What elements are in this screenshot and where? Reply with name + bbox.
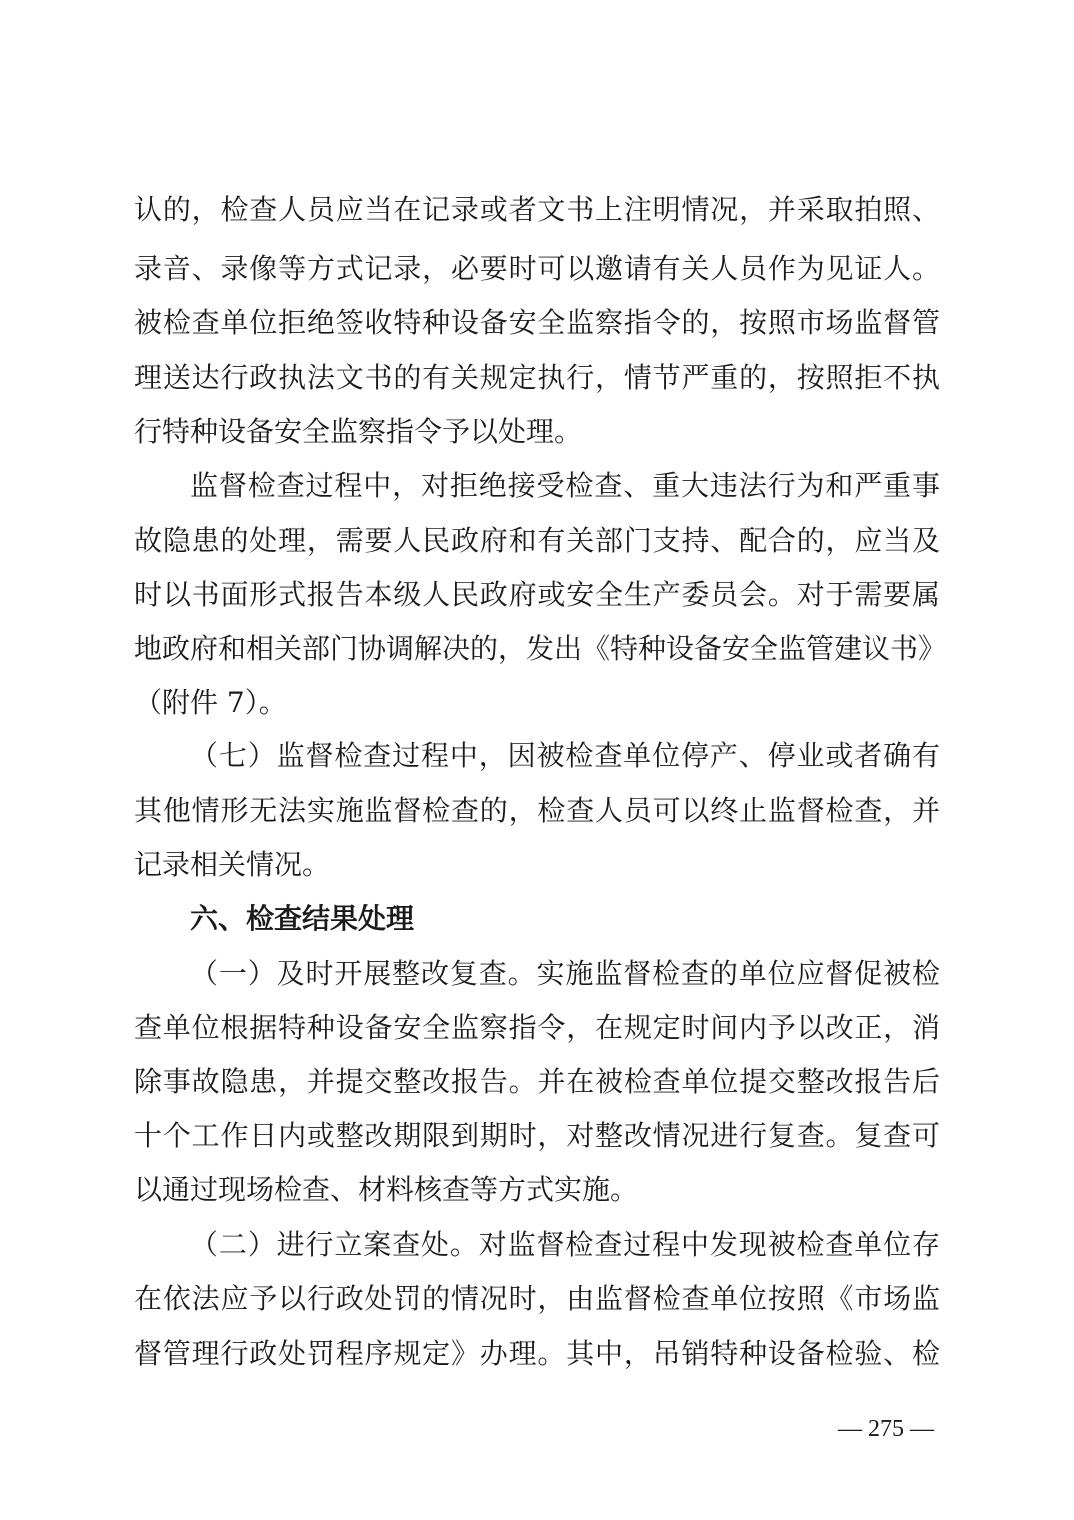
body-text-line: 故隐患的处理，需要人民政府和有关部门支持、配合的，应当及 (134, 524, 940, 557)
body-text-line: 查单位根据特种设备安全监察指令，在规定时间内予以改正，消 (134, 1011, 940, 1044)
body-text-line: 行特种设备安全监察指令予以处理。 (134, 415, 583, 448)
body-text-line: 地政府和相关部门协调解决的，发出《特种设备安全监管建议书》 (134, 632, 947, 665)
body-text-line: 理送达行政执法文书的有关规定执行，情节严重的，按照拒不执 (134, 361, 940, 394)
body-text-line: 监督检查过程中，对拒绝接受检查、重大违法行为和严重事 (190, 469, 940, 502)
body-text-line: 录音、录像等方式记录，必要时可以邀请有关人员作为见证人。 (134, 252, 940, 285)
body-text-line: 被检查单位拒绝签收特种设备安全监察指令的，按照市场监督管 (134, 306, 940, 339)
page-number: — 275 — (838, 1416, 934, 1442)
body-text-line: 时以书面形式报告本级人民政府或安全生产委员会。对于需要属 (134, 578, 940, 611)
section-heading: 六、检查结果处理 (190, 902, 415, 935)
body-text-line: 在依法应予以行政处罚的情况时，由监督检查单位按照《市场监 (134, 1282, 940, 1315)
body-text-line: 除事故隐患，并提交整改报告。并在被检查单位提交整改报告后 (134, 1065, 940, 1098)
body-text-line: （附件 7）。 (134, 686, 287, 719)
body-text-line: 以通过现场检查、材料核查等方式实施。 (134, 1173, 639, 1206)
body-text-line: 记录相关情况。 (134, 848, 331, 881)
body-text-line: 十个工作日内或整改期限到期时，对整改情况进行复查。复查可 (134, 1119, 940, 1152)
body-text-line: 督管理行政处罚程序规定》办理。其中，吊销特种设备检验、检 (134, 1337, 940, 1370)
body-text-line: （一）及时开展整改复查。实施监督检查的单位应督促被检 (190, 957, 940, 990)
body-text-line: 认的，检查人员应当在记录或者文书上注明情况，并采取拍照、 (134, 193, 940, 226)
body-text-line: 其他情形无法实施监督检查的，检查人员可以终止监督检查，并 (134, 794, 940, 827)
body-text-line: （七）监督检查过程中，因被检查单位停产、停业或者确有 (190, 739, 940, 772)
body-text-line: （二）进行立案查处。对监督检查过程中发现被检查单位存 (190, 1228, 940, 1261)
